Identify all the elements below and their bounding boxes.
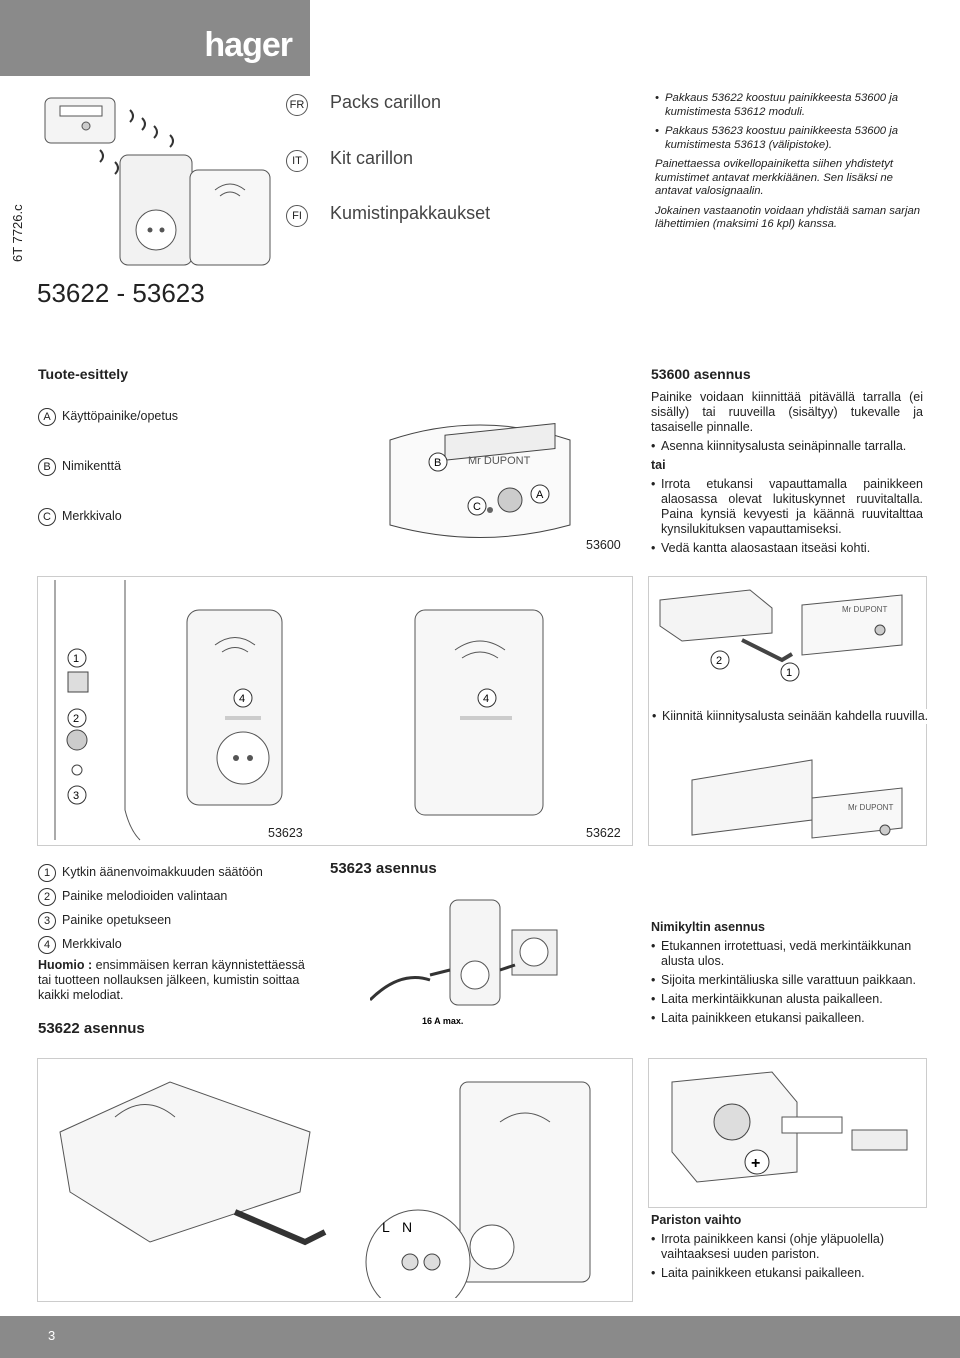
legend-label-2: Painike melodioiden valintaan bbox=[62, 889, 228, 903]
letter-b-badge: B bbox=[38, 458, 56, 476]
legend-note bbox=[38, 958, 318, 1003]
intro-para-2: Jokainen vastaanotin voidaan yhdistää saman sarjan lähettimien (maksimi 16 kpl) kanssa. bbox=[655, 204, 921, 230]
lang-title-it: Kit carillon bbox=[330, 148, 414, 168]
lang-code-it: IT bbox=[286, 150, 308, 172]
legend-note-text: ensimmäisen kerran käynnistettäessä tai tuotteen nollauksen jälkeen, kumistin soittaa kaikki melodiat. bbox=[38, 958, 305, 1002]
legend-note-label: Huomio : bbox=[38, 958, 93, 972]
mount-step-2: 2 bbox=[716, 655, 723, 667]
lang-code-fi: FI bbox=[286, 205, 308, 227]
legend-item-4 bbox=[38, 936, 318, 954]
doc-code: 6T 7726.c bbox=[10, 204, 25, 262]
install-53600-bullet-2: • Irrota etukansi vapauttamalla painikkeen alaosassa olevat lukituskynnet ruuvitaltalla. Paina kynsiä kevyesti ja käännä ruuvitalttaa kynsilukituksen vapauttamiseksi. bbox=[651, 477, 923, 537]
letter-a-badge: A bbox=[38, 408, 56, 426]
presentation-item-b-label: Nimikenttä bbox=[62, 459, 122, 473]
mount-nameplate-text-1: Mr DUPONT bbox=[842, 605, 888, 614]
battery-illustration bbox=[652, 1062, 922, 1202]
legend-num-1: 1 bbox=[38, 864, 56, 882]
legend-num-2: 2 bbox=[38, 888, 56, 906]
max-current-label: 16 A max. bbox=[422, 1016, 464, 1026]
unit-marker-4-a: 4 bbox=[239, 693, 246, 705]
wire-neutral-label: N bbox=[402, 1219, 413, 1235]
brand-logo bbox=[0, 0, 310, 76]
wire-live-label: L bbox=[382, 1219, 390, 1235]
product-title: 53622 - 53623 bbox=[37, 278, 205, 308]
nameplate-bullet-1: • Etukannen irrotettuasi, vedä merkintäikkunan alusta ulos. bbox=[651, 939, 926, 969]
install-53600-para: Painike voidaan kiinnittää pitävällä tarralla (ei sisälly) tai ruuveilla (sisältyy) tukevalle ja tasaiselle pinnalle. bbox=[651, 390, 923, 434]
install-53600-heading: 53600 asennus bbox=[651, 366, 751, 382]
install-53622-heading: 53622 asennus bbox=[38, 1020, 145, 1037]
presentation-heading: Tuote-esittely bbox=[38, 366, 128, 382]
legend-item-2 bbox=[38, 888, 318, 906]
unit-code-53622: 53622 bbox=[586, 826, 621, 840]
mount-bullet: • Kiinnitä kiinnitysalusta seinään kahdella ruuvilla. bbox=[652, 709, 932, 724]
install-53600-bullet-3: • Vedä kantta alaosastaan itseäsi kohti. bbox=[651, 541, 923, 556]
brand-name: hager bbox=[204, 26, 292, 64]
install-53600-or: tai bbox=[651, 458, 666, 472]
intro-bullet-2: • Pakkaus 53623 koostuu painikkeesta 53600 ja kumistimesta 53613 (välipistoke). bbox=[655, 125, 925, 152]
plug-install-illustration bbox=[370, 890, 570, 1030]
nameplate-bullet-4: • Laita painikkeen etukansi paikalleen. bbox=[651, 1011, 926, 1026]
intro-text bbox=[655, 92, 925, 238]
letter-c-badge: C bbox=[38, 508, 56, 526]
push-button-illustration bbox=[380, 420, 580, 550]
battery-section bbox=[651, 1213, 926, 1285]
legend-label-3: Painike opetukseen bbox=[62, 913, 172, 927]
unit-marker-4-b: 4 bbox=[483, 693, 490, 705]
svg-text:A: A bbox=[536, 489, 544, 501]
mount-step-1: 1 bbox=[786, 667, 793, 679]
legend-item-3 bbox=[38, 912, 318, 930]
presentation-item-c bbox=[38, 508, 122, 526]
mount-nameplate-text-2: Mr DUPONT bbox=[848, 803, 894, 812]
install-53623-heading: 53623 asennus bbox=[330, 860, 437, 877]
install-53600-bullet-1: • Asenna kiinnitysalusta seinäpinnalle tarralla. bbox=[651, 439, 923, 454]
battery-bullet-1: • Irrota painikkeen kansi (ohje yläpuolella) vaihtaaksesi uuden pariston. bbox=[651, 1232, 926, 1262]
svg-text:C: C bbox=[473, 501, 481, 513]
intro-bullet-1: • Pakkaus 53622 koostuu painikkeesta 53600 ja kumistimesta 53612 moduli. bbox=[655, 92, 925, 119]
legend-num-4: 4 bbox=[38, 936, 56, 954]
unit-code-53623: 53623 bbox=[268, 826, 303, 840]
svg-text:B: B bbox=[434, 457, 442, 469]
unit-marker-3: 3 bbox=[73, 790, 80, 802]
nameplate-section bbox=[651, 920, 926, 1030]
battery-heading: Pariston vaihto bbox=[651, 1213, 742, 1227]
chime-wiring-illustration bbox=[40, 1062, 628, 1298]
nameplate-bullet-2: • Sijoita merkintäliuska sille varattuun paikkaan. bbox=[651, 973, 926, 988]
svg-text:+: + bbox=[751, 1155, 761, 1172]
presentation-item-b bbox=[38, 458, 121, 476]
legend-list bbox=[38, 864, 318, 1003]
page-footer bbox=[0, 1316, 960, 1358]
legend-label-1: Kytkin äänenvoimakkuuden säätöön bbox=[62, 865, 263, 879]
install-53600-text bbox=[651, 390, 923, 560]
device-code: 53600 bbox=[586, 538, 621, 552]
nameplate-bullet-3: • Laita merkintäikkunan alusta paikalleen. bbox=[651, 992, 926, 1007]
device-nameplate-text: Mr DUPONT bbox=[468, 455, 531, 467]
unit-marker-1: 1 bbox=[73, 653, 80, 665]
battery-bullet-2: • Laita painikkeen etukansi paikalleen. bbox=[651, 1266, 926, 1281]
lang-code-fr: FR bbox=[286, 94, 308, 116]
lang-title-fi: Kumistinpakkaukset bbox=[330, 203, 491, 223]
product-illustration bbox=[40, 90, 290, 275]
page-number: 3 bbox=[48, 1328, 56, 1343]
presentation-item-a bbox=[38, 408, 178, 426]
nameplate-heading: Nimikyltin asennus bbox=[651, 920, 765, 934]
unit-marker-2: 2 bbox=[73, 713, 80, 725]
legend-item-1 bbox=[38, 864, 318, 882]
lang-title-fr: Packs carillon bbox=[330, 92, 442, 112]
presentation-item-a-label: Käyttöpainike/opetus bbox=[62, 409, 179, 423]
units-illustration bbox=[40, 580, 630, 842]
intro-para-1: Painettaessa ovikellopainiketta siihen yhdistetyt kumistimet antavat merkkiäänen. Sen lisäksi ne antavat valosignaalin. bbox=[655, 158, 894, 197]
legend-label-4: Merkkivalo bbox=[62, 937, 122, 951]
presentation-item-c-label: Merkkivalo bbox=[62, 509, 122, 523]
legend-num-3: 3 bbox=[38, 912, 56, 930]
